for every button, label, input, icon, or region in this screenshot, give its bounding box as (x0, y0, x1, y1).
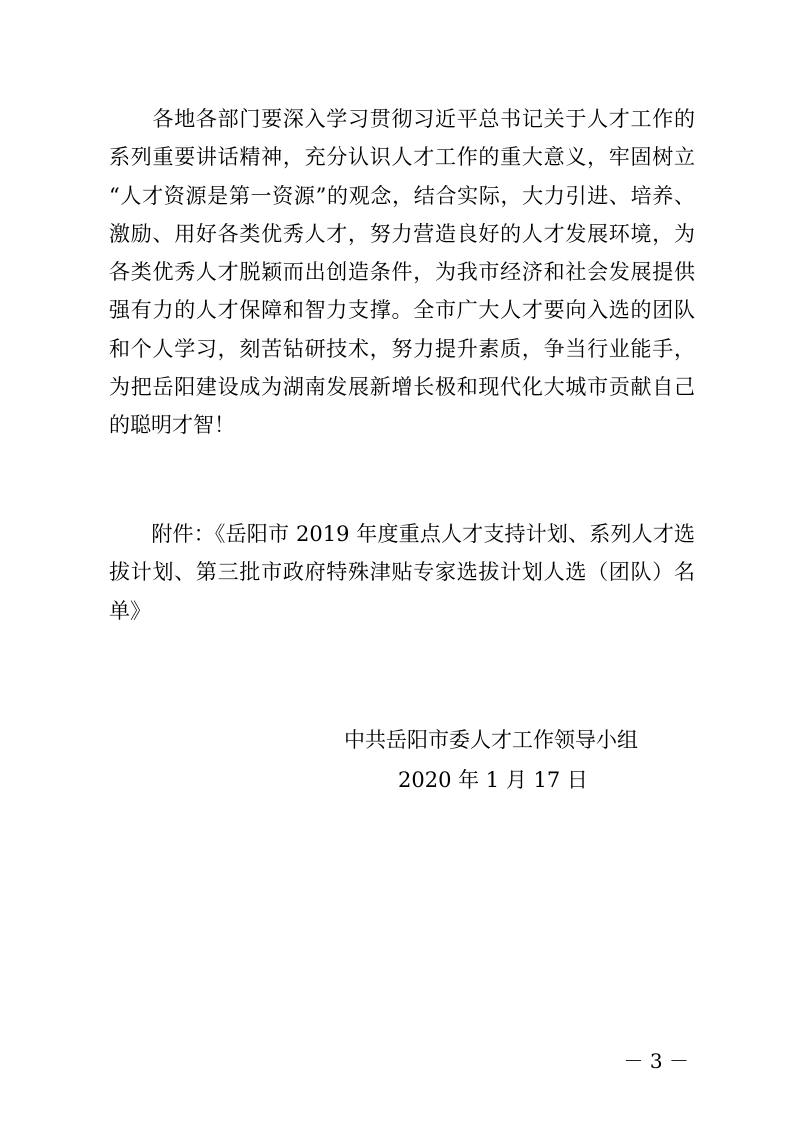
attachment-line: 拔计划、第三批市政府特殊津贴专家选拔计划人选（团队）名 (109, 560, 695, 585)
signature-organization: 中共岳阳市委人才工作领导小组 (344, 728, 638, 752)
body-line: 的聪明才智！ (109, 413, 235, 438)
body-line: 强有力的人才保障和智力支撑。全市广大人才要向入选的团队 (109, 298, 695, 323)
body-line: 系列重要讲话精神，充分认识人才工作的重大意义，牢固树立 (109, 145, 695, 170)
body-line: 激励、用好各类优秀人才，努力营造良好的人才发展环境，为 (109, 221, 695, 246)
body-line: “人才资源是第一资源”的观念，结合实际，大力引进、培养、 (109, 183, 695, 208)
body-line: 各地各部门要深入学习贯彻习近平总书记关于人才工作的 (109, 107, 695, 131)
attachment-line: 附件：《岳阳市 2019 年度重点人才支持计划、系列人才选 (109, 522, 695, 546)
attachment-note (109, 515, 695, 630)
body-line: 为把岳阳建设成为湖南发展新增长极和现代化大城市贡献自己 (109, 375, 695, 400)
body-paragraph (109, 100, 695, 445)
signature-date: 2020 年 1 月 17 日 (398, 768, 588, 792)
body-line: 和个人学习，刻苦钻研技术，努力提升素质，争当行业能手， (109, 336, 695, 361)
attachment-line: 单》 (109, 598, 151, 623)
signature-block (300, 720, 700, 800)
body-line: 各类优秀人才脱颖而出创造条件，为我市经济和社会发展提供 (109, 260, 695, 285)
page-number: － 3 － (623, 1049, 689, 1073)
